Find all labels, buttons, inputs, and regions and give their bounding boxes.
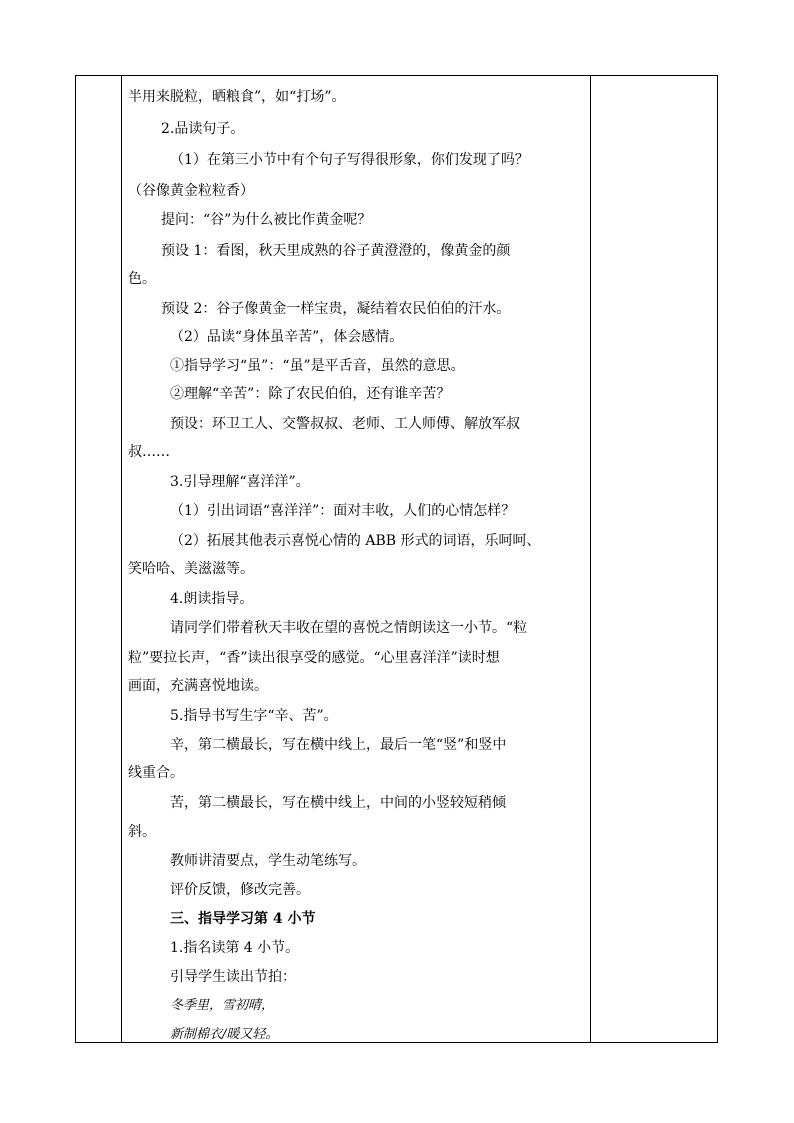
text-line: 5.指导书写生字“辛、苦”。 [170,708,338,724]
text-line: ②理解“辛苦”：除了农民伯伯，还有谁辛苦？ [170,386,451,402]
text-line: 引导学生读出节拍： [170,969,296,985]
text-line: 预设：环卫工人、交警叔叔、老师、工人师傅、解放军叔 [170,416,520,432]
text-line: 画面，充满喜悦地读。 [128,678,268,694]
text-line: （1）在第三小节中有个句子写得很形象，你们发现了吗？ [170,152,529,168]
text-line: 笑哈哈、美滋滋等。 [128,561,254,577]
text-line: 2.品读句子。 [161,121,245,137]
text-line: （2）品读“身体虽辛苦”，体会感情。 [170,329,404,345]
text-line: （谷像黄金粒粒香） [128,183,254,199]
poem-line: 冬季里，雪初晴， [170,998,275,1013]
text-line: 苦，第二横最长，写在横中线上，中间的小竖较短稍倾 [170,795,506,811]
lesson-table [75,75,718,1043]
text-line: 提问：“谷”为什么被比作黄金呢？ [161,212,372,228]
text-line: 斜。 [128,824,156,840]
text-line: （2）拓展其他表示喜悦心情的 ABB 形式的词语，乐呵呵、 [170,533,541,549]
text-line: 评价反馈，修改完善。 [170,882,310,898]
text-line: 色。 [128,271,156,287]
text-line: 预设 1：看图，秋天里成熟的谷子黄澄澄的，像黄金的颜 [161,243,511,259]
text-line: 请同学们带着秋天丰收在望的喜悦之情朗读这一小节。“粒 [170,620,528,636]
text-line: 半用来脱粒，晒粮食”，如“打场”。 [128,89,346,105]
text-line: 粒”要拉长声，“香”读出很享受的感觉。“心里喜洋洋”读时想 [128,650,500,666]
column-divider-left [121,76,122,1042]
text-line: 线重合。 [128,765,184,781]
text-line: 教师讲清要点，学生动笔练写。 [170,853,366,869]
poem-line: 新制棉衣/暖又轻。 [170,1027,279,1042]
column-divider-right [590,76,591,1042]
section-heading: 三、指导学习第 4 小节 [170,911,316,927]
text-line: （1）引出词语“喜洋洋”：面对丰收，人们的心情怎样？ [170,503,516,519]
text-line: 预设 2：谷子像黄金一样宝贵，凝结着农民伯伯的汗水。 [161,301,511,317]
text-line: ①指导学习“虽”：“虽”是平舌音，虽然的意思。 [170,358,465,374]
text-line: 1.指名读第 4 小节。 [170,940,300,956]
text-line: 辛，第二横最长，写在横中线上，最后一笔“竖”和竖中 [170,737,507,753]
text-line: 4.朗读指导。 [170,591,254,607]
text-line: 3.引导理解“喜洋洋”。 [170,474,310,490]
text-line: 叔…… [128,444,170,460]
